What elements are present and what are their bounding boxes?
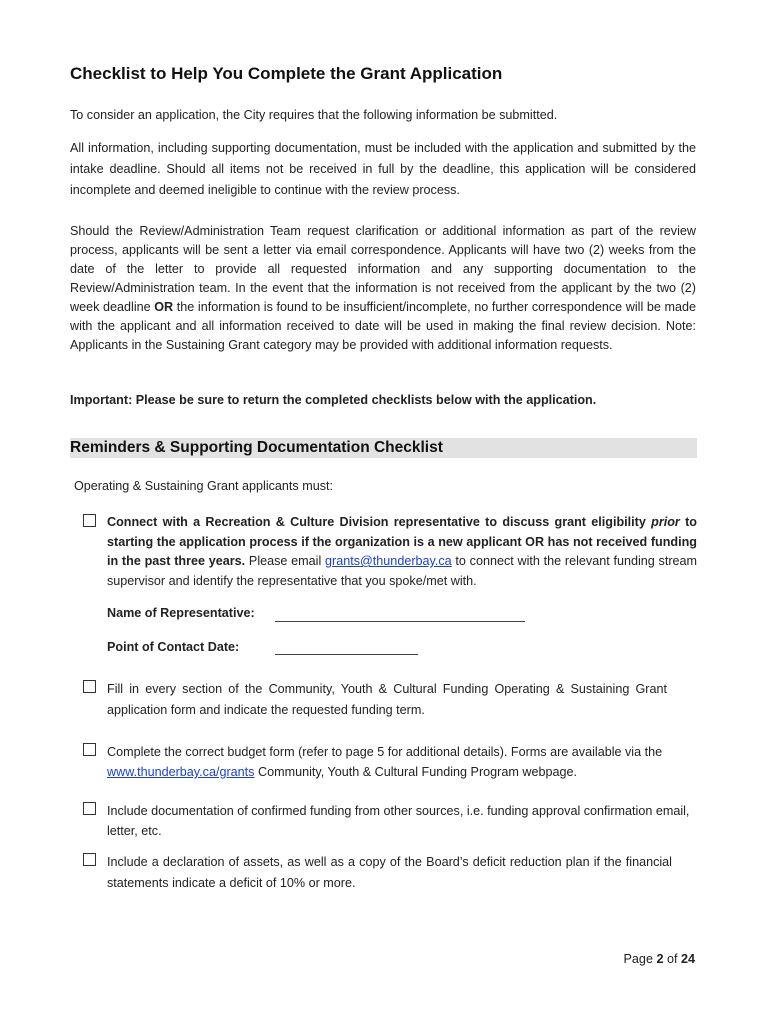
checkbox-funding-docs[interactable] <box>83 802 96 815</box>
name-field[interactable] <box>275 606 525 622</box>
text: to starting the application process if the organization is a new applicant OR has not received funding in the past three years. <box>107 515 697 568</box>
checkbox-application-form[interactable] <box>83 680 96 693</box>
label: Point of Contact Date: <box>107 640 240 654</box>
item-funding-docs: Include documentation of confirmed funding from other sources, i.e. funding approval confirmation email, letter, etc. <box>107 804 690 838</box>
text: prior <box>651 515 680 529</box>
item-application-form: Fill in every section of the Community, Youth & Cultural Funding Operating & Sustaining Grant application form and indicate the requested funding term. <box>107 682 667 717</box>
total-pages: 24 <box>680 952 695 966</box>
text: of <box>666 952 678 966</box>
item-budget-form <box>107 742 697 782</box>
checkbox-declaration[interactable] <box>83 853 96 866</box>
text: Page <box>623 952 653 966</box>
text: Complete the correct budget form (refer to page 5 for additional details). Forms are available via the <box>107 745 663 759</box>
intro-paragraph: To consider an application, the City requires that the following information be submitted. <box>70 108 558 122</box>
name-label <box>107 606 255 620</box>
grants-link[interactable]: www.thunderbay.ca/grants <box>107 765 255 779</box>
email-link[interactable]: grants@thunderbay.ca <box>325 554 452 568</box>
current-page: 2 <box>656 952 664 966</box>
page-number <box>624 952 695 966</box>
item-declaration: Include a declaration of assets, as well as a copy of the Board’s deficit reduction plan if the financial statements indicate a deficit of 10% or more. <box>107 855 672 890</box>
section-heading: Reminders & Supporting Documentation Checklist <box>70 438 697 458</box>
text: the information is found to be insufficient/incomplete, no further correspondence will be made with the applicant and all information received to date will be used in making the final review decision. Note: Applicants in the Sustaining Grant category may be provided with additional information requests. <box>70 300 696 352</box>
text: Community, Youth & Cultural Funding Program webpage. <box>254 765 577 779</box>
label: Name of Representative: <box>107 606 255 620</box>
text: to connect with the relevant funding stream supervisor and identify the representative that you spoke/met with. <box>107 554 698 588</box>
text: Connect with a Recreation & Culture Division representative to discuss grant eligibility <box>107 515 652 529</box>
item-connect <box>107 513 697 591</box>
deadline-paragraph: All information, including supporting documentation, must be included with the application and submitted by the intake deadline. Should all items not be received in full by the deadline, this application will be considered incomplete and deemed ineligible to continue with the review process. <box>70 141 696 197</box>
important-note: Important: Please be sure to return the completed checklists below with the application. <box>70 393 597 407</box>
text: Please email <box>245 554 326 568</box>
checkbox-connect[interactable] <box>83 514 96 527</box>
checkbox-budget-form[interactable] <box>83 743 96 756</box>
text: Should the Review/Administration Team request clarification or additional information as part of the review process, applicants will be sent a letter via email correspondence. Applicants will have two (2) weeks from the date of the letter to provide all requested information and any supporting documentation to the Review/Administration team. In the event that the information is not received from the applicant by the two (2) week deadline <box>70 224 696 314</box>
applicants-intro: Operating & Sustaining Grant applicants must: <box>74 479 334 493</box>
clarification-paragraph <box>70 222 696 355</box>
date-label <box>107 640 239 654</box>
date-field[interactable] <box>275 639 418 655</box>
page-title: Checklist to Help You Complete the Grant Application <box>70 64 503 83</box>
text-or: OR <box>154 300 174 314</box>
